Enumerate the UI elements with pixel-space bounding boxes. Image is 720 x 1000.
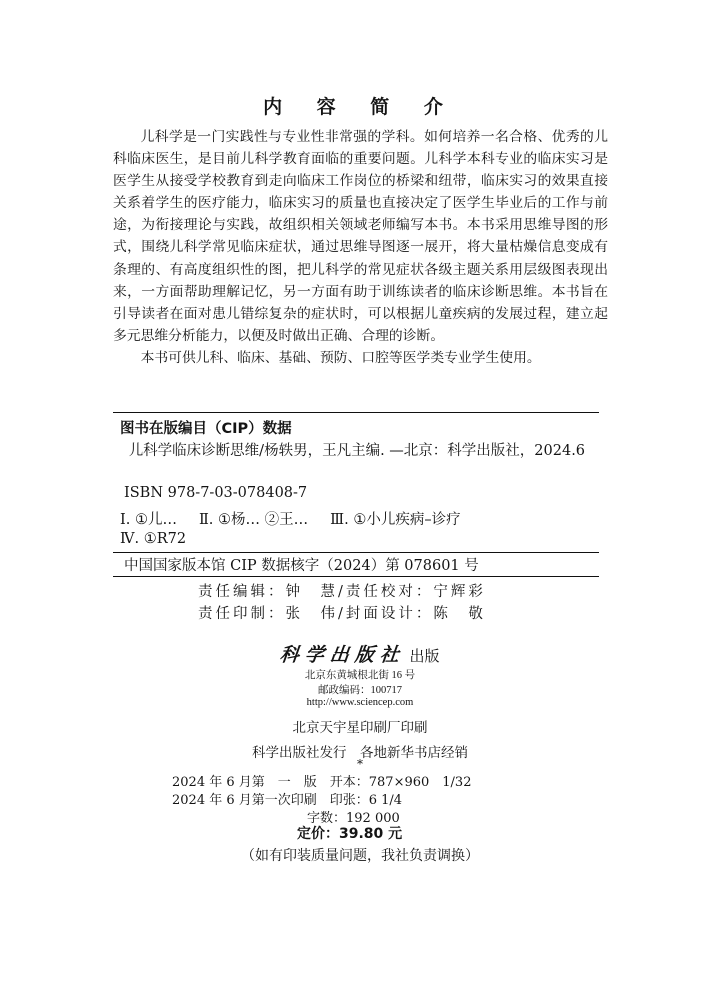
cip-class-item: Ⅰ. ①儿… bbox=[120, 512, 177, 528]
impression-info: 2024 年 6 月第一次印刷 印张：6 1/4 bbox=[172, 793, 403, 808]
cip-record: 中国国家版本馆 CIP 数据核字（2024）第 078601 号 bbox=[124, 558, 479, 574]
intro-paragraph: 儿科学是一门实践性与专业性非常强的学科。如何培养一名合格、优秀的儿科临床医生，是目前儿科学教育面临的重要问题。儿科学本科专业的临床实习是医学生从接受学校教育到走向临床工作岗位的桥梁和纽带，临床实习的效果直接关系着学生的医疗能力，临床实习的质量也直接决定了医学生毕业后的工作与前途，为衔接理论与实践，故组织相关领域老师编写本书。本书采用思维导图的形式，围绕儿科学常见临床症状，通过思维导图逐一展开，将大量枯燥信息变成有条理的、有高度组织性的图，把儿科学的常见症状各级主题关系用层级图表现出来，一方面帮助理解记忆，另一方面有助于训练读者的临床诊断思维。本书旨在引导读者在面对患儿错综复杂的症状时，可以根据儿童疾病的发展过程，建立起多元思维分析能力，以便及时做出正确、合理的诊断。 bbox=[113, 129, 608, 344]
printer: 北京天宇星印刷厂印刷 bbox=[292, 720, 428, 736]
publisher-label: 出版 bbox=[409, 647, 440, 665]
publisher-logo: 科学出版社 bbox=[279, 644, 407, 666]
publisher-line bbox=[0, 640, 720, 667]
edition-info: 2024 年 6 月第 一 版 开本：787×960 1/32 bbox=[172, 775, 472, 790]
cip-classification bbox=[120, 508, 483, 529]
cip-middle-rule bbox=[113, 552, 599, 553]
publisher-website: http://www.sciencep.com bbox=[306, 697, 414, 708]
credits-production: 责任印制：张 伟/封面设计：陈 敬 bbox=[198, 606, 486, 622]
quality-notice: （如有印装质量问题，我社负责调换） bbox=[241, 848, 479, 864]
page-title: 内 容 简 介 bbox=[263, 96, 457, 118]
word-count: 字数：192 000 bbox=[307, 811, 400, 826]
separator-asterisk: * bbox=[357, 757, 363, 771]
cip-entry: 儿科学临床诊断思维/杨轶男，王凡主编. —北京：科学出版社，2024.6 bbox=[128, 443, 586, 459]
cip-isbn: ISBN 978-7-03-078408-7 bbox=[124, 485, 308, 501]
distribution: 科学出版社发行 各地新华书店经销 bbox=[252, 745, 468, 761]
cip-class-item: Ⅱ. ①杨… ②王… bbox=[198, 512, 309, 528]
intro-text bbox=[113, 126, 608, 369]
credits-editor: 责任编辑：钟 慧/责任校对：宁辉彩 bbox=[198, 584, 486, 600]
cip-classification-line2: Ⅳ. ①R72 bbox=[120, 531, 187, 547]
price: 定价：39.80 元 bbox=[297, 826, 403, 842]
cip-heading: 图书在版编目（CIP）数据 bbox=[120, 421, 292, 437]
cip-class-item: Ⅲ. ①小儿疾病–诊疗 bbox=[330, 512, 461, 528]
publisher-address: 北京东黄城根北街 16 号 bbox=[304, 670, 416, 681]
cip-top-rule bbox=[113, 412, 599, 413]
intro-paragraph: 本书可供儿科、临床、基础、预防、口腔等医学类专业学生使用。 bbox=[140, 349, 541, 366]
cip-bottom-rule bbox=[113, 576, 599, 577]
publisher-postcode: 邮政编码：100717 bbox=[318, 685, 402, 696]
